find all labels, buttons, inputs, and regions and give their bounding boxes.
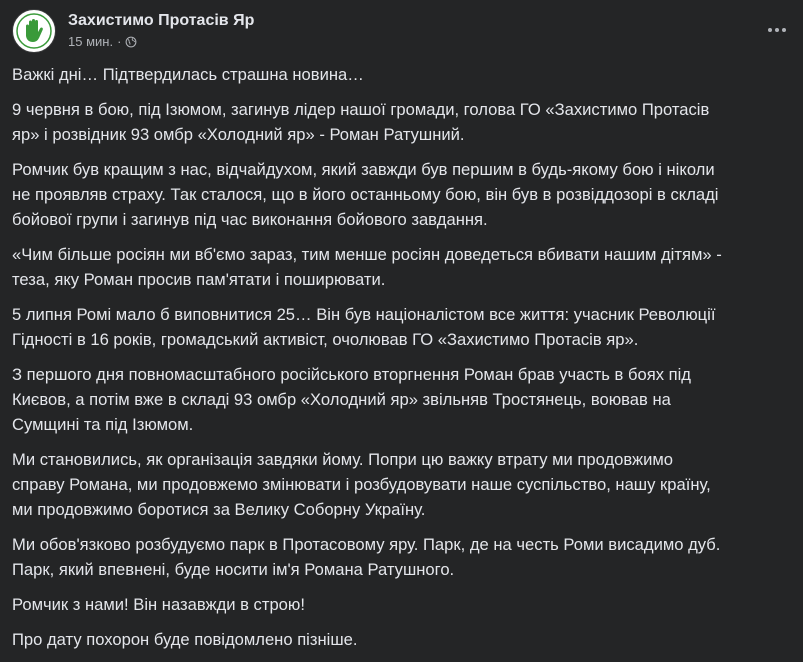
globe-icon[interactable]: [125, 36, 137, 48]
post-meta: [68, 11, 254, 50]
post-paragraph: З першого дня повномасштабного російського вторгнення Роман брав участь в боях під Києвов, а потім вже в складі 93 омбр «Холодний яр» звільняв Тростянець, воював на Сумщині та під Ізюмом.: [12, 365, 691, 434]
post-subline: [68, 34, 254, 50]
post-paragraph: Ми становились, як організація завдяки йому. Попри цю важку втрату ми продовжимо справу Романа, ми продовжемо змінювати і розбудовувати наше суспільство, нашу країну, ми продовжимо боротися за Велику Соборну Україну.: [12, 450, 711, 519]
post-paragraph: 5 липня Ромі мало б виповнитися 25… Він був націоналістом все життя: учасник Революції Гідності в 16 років, громадський активіст, очолював ГО «Захистимо Протасів яр».: [12, 305, 716, 349]
post-header: [12, 9, 254, 53]
post-paragraph: Важкі дні… Підтвердилась страшна новина…: [12, 65, 364, 84]
post-paragraph: Ми обов'язково розбудуємо парк в Протасовому яру. Парк, де на честь Роми висадимо дуб. Парк, який впевнені, буде носити ім'я Романа Ратушного.: [12, 535, 721, 579]
separator-dot: ·: [117, 34, 122, 49]
post-paragraph: 9 червня в бою, під Ізюмом, загинув лідер нашої громади, голова ГО «Захистимо Протасів яр» і розвідник 93 омбр «Холодний яр» - Роман Ратушний.: [12, 100, 710, 144]
post-paragraph: Про дату похорон буде повідомлено пізніше.: [12, 630, 358, 649]
page-name-link[interactable]: Захистимо Протасів Яр: [68, 12, 255, 29]
post-paragraph: «Чим більше росіян ми вб'ємо зараз, тим менше росіян доведеться вбивати нашим дітям» - теза, яку Роман просив пам'ятати і поширювати.: [12, 245, 722, 289]
post-timestamp[interactable]: 15 мин.: [68, 34, 114, 49]
post-paragraph: Ромчик з нами! Він назавжди в строю!: [12, 595, 305, 614]
more-options-icon[interactable]: [765, 18, 789, 42]
post-text: [12, 62, 794, 662]
page-avatar[interactable]: [12, 9, 56, 53]
post-paragraph: Ромчик був кращим з нас, відчайдухом, який завжди був першим в будь-якому бою і ніколи не проявляв страху. Так сталося, що в його останньому бою, він був в розвiддозорі в складі бойової групи і загинув під час виконання бойового завдання.: [12, 160, 719, 229]
green-hand-logo-icon: [14, 11, 54, 51]
